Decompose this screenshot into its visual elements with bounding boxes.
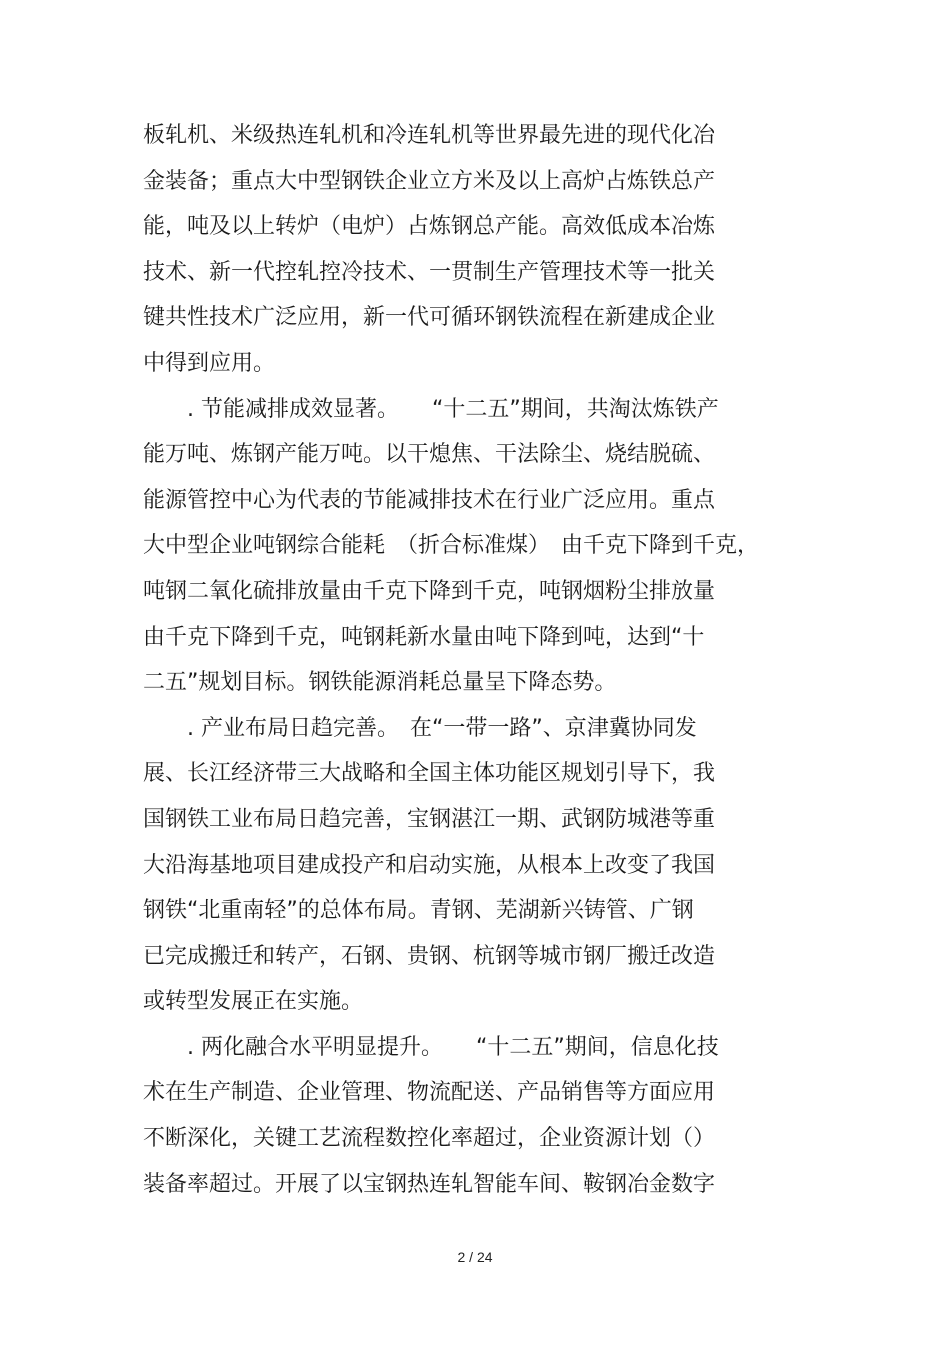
text-line: 金装备；重点大中型钢铁企业立方米及以上高炉占炼铁总产 bbox=[143, 168, 716, 194]
text-line: 大中型企业吨钢综合能耗 （折合标准煤） 由千克下降到千克， bbox=[143, 533, 760, 559]
text-line: 或转型发展正在实施。 bbox=[143, 989, 364, 1015]
text-line: 国钢铁工业布局日趋完善，宝钢湛江一期、武钢防城港等重 bbox=[143, 806, 716, 832]
body-text bbox=[143, 113, 793, 1207]
text-line: 钢铁“北重南轻”的总体布局。青钢、芜湖新兴铸管、广钢 bbox=[143, 898, 694, 924]
text-line: 吨钢二氧化硫排放量由千克下降到千克，吨钢烟粉尘排放量 bbox=[143, 578, 716, 604]
text-line: 板轧机、米级热连轧机和冷连轧机等世界最先进的现代化冶 bbox=[143, 123, 716, 148]
text-line: 大沿海基地项目建成投产和启动实施，从根本上改变了我国 bbox=[143, 852, 716, 878]
text-line: 展、长江经济带三大战略和全国主体功能区规划引导下，我 bbox=[143, 761, 716, 787]
text-line: 术在生产制造、企业管理、物流配送、产品销售等方面应用 bbox=[143, 1080, 716, 1106]
text-line: . 节能减排成效显著。 “十二五”期间，共淘汰炼铁产 bbox=[143, 396, 719, 422]
page-number: 2 / 24 bbox=[457, 1249, 493, 1265]
text-line: 能源管控中心为代表的节能减排技术在行业广泛应用。重点 bbox=[143, 487, 716, 513]
text-line: 由千克下降到千克，吨钢耗新水量由吨下降到吨，达到“十 bbox=[143, 624, 705, 650]
text-line: 装备率超过。开展了以宝钢热连轧智能车间、鞍钢冶金数字 bbox=[143, 1171, 716, 1197]
text-line: . 两化融合水平明显提升。 “十二五”期间，信息化技 bbox=[143, 1034, 719, 1060]
text-line: 不断深化，关键工艺流程数控化率超过，企业资源计划（） bbox=[143, 1126, 716, 1152]
text-line: 已完成搬迁和转产，石钢、贵钢、杭钢等城市钢厂搬迁改造 bbox=[143, 943, 716, 969]
text-line: 能万吨、炼钢产能万吨。以干熄焦、干法除尘、烧结脱硫、 bbox=[143, 442, 716, 468]
text-line: 中得到应用。 bbox=[143, 350, 276, 376]
text-line: 技术、新一代控轧控冷技术、一贯制生产管理技术等一批关 bbox=[143, 259, 716, 285]
text-line: 能，吨及以上转炉（电炉）占炼钢总产能。高效低成本冶炼 bbox=[143, 214, 716, 240]
text-line: . 产业布局日趋完善。 在“一带一路”、京津冀协同发 bbox=[143, 715, 697, 741]
text-line: 键共性技术广泛应用，新一代可循环钢铁流程在新建成企业 bbox=[143, 305, 716, 331]
text-line: 二五”规划目标。钢铁能源消耗总量呈下降态势。 bbox=[143, 670, 617, 696]
